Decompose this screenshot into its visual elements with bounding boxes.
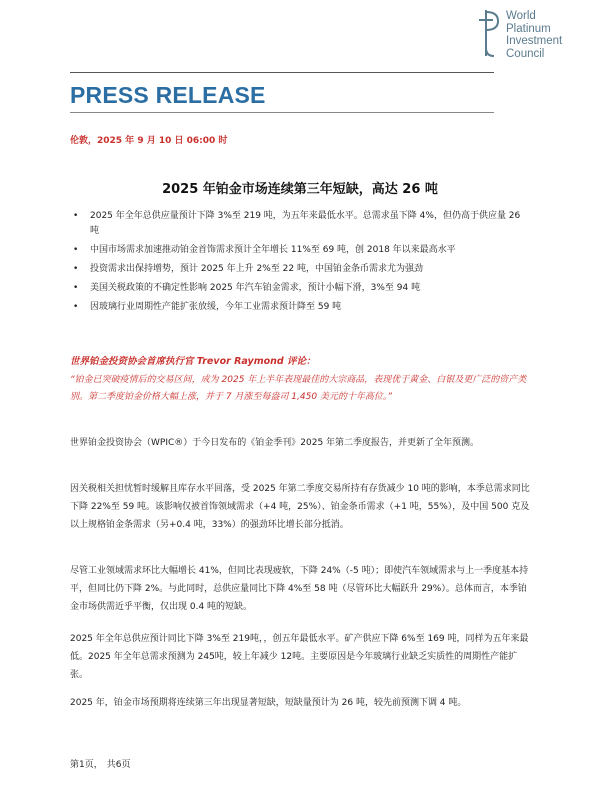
press-release-divider: [70, 112, 494, 113]
highlights-list: [70, 209, 530, 319]
page-number: 第1页，: [70, 760, 103, 770]
paragraph: 尽管工业领域需求环比大幅增长 41%，但同比表现疲软，下降 24%（-5 吨）；即使汽车领域需求与上一季度基本持平，但同比仍下降 2%。与此同时，总供应量同比下降 4%至 58 吨（尽管环比大幅跃升 29%）。总体而言，本季铂金市场供需近乎平衡，仅出现 0.4 吨的短缺。: [70, 566, 529, 612]
list-item: [70, 243, 530, 258]
logo-line: Council: [506, 47, 545, 60]
page-title: 2025 年铂金市场连续第三年短缺，高达 26 吨: [162, 182, 438, 197]
dateline: 伦敦，2025 年 9 月 10 日 06:00 时: [70, 136, 228, 146]
paragraph: 2025 年，铂金市场预期将连续第三年出现显著短缺，短缺量预计为 26 吨，较先前预测下调 4 吨。: [70, 698, 467, 708]
header-divider: [70, 72, 494, 73]
page-total: 共6页: [106, 760, 131, 770]
bullet-icon: •: [73, 245, 79, 255]
list-item-text: 因玻璃行业周期性产能扩张放缓，今年工业需求预计降至 59 吨: [90, 302, 342, 312]
list-item: [70, 262, 530, 277]
logo-line: Platinum: [506, 22, 551, 35]
bullet-icon: •: [73, 302, 79, 312]
list-item-text: 2025 年全年总供应量预计下降 3%至 219 吨，为五年来最低水平。总需求虽下降 4%，但仍高于供应量 26 吨: [90, 211, 521, 236]
wpic-pt-logo-icon: [476, 8, 504, 60]
ceo-quote: “铂金已突破疫情后的交易区间，成为 2025 年上半年表现最佳的大宗商品，表现优于黄金、白银及更广泛的资产类别。第二季度铂金价格大幅上涨，并于 7 月涨至每盎司 1,450 美元的十年高位。”: [70, 375, 527, 402]
list-item-text: 中国市场需求加速推动铂金首饰需求预计全年增长 11%至 69 吨，创 2018 年以来最高水平: [90, 245, 456, 255]
list-item-text: 美国关税政策的不确定性影响 2025 年汽车铂金需求，预计小幅下滑，3%至 94 吨: [90, 283, 421, 293]
logo-line: Investment: [506, 35, 563, 47]
bullet-icon: •: [73, 264, 79, 274]
list-item-text: 投资需求出保持增势，预计 2025 年上升 2%至 22 吨，中国铂金条币需求尤为强劲: [90, 264, 423, 274]
logo-line: World: [506, 10, 536, 22]
list-item: [70, 300, 530, 315]
logo-text: [506, 10, 562, 60]
list-item: [70, 209, 530, 239]
paragraph: 世界铂金投资协会（WPIC®）于今日发布的《铂金季刊》2025 年第二季度报告，并更新了全年预测。: [70, 438, 480, 448]
page-footer: [70, 757, 134, 770]
paragraph: 2025 年全年总供应预计同比下降 3%至 219吨，，创五年最低水平。矿产供应下降 6%至 169 吨，同样为五年来最低。2025 年全年总需求预测为 245吨，较上年减少 12吨。主要原因是今年玻璃行业缺乏实质性的周期性产能扩张。: [70, 634, 529, 680]
bullet-icon: •: [73, 211, 79, 221]
quote-heading: 世界铂金投资协会首席执行官 Trevor Raymond 评论：: [70, 356, 316, 367]
list-item: [70, 281, 530, 296]
wpic-logo: [476, 8, 596, 64]
bullet-icon: •: [73, 283, 79, 293]
press-release-heading: PRESS RELEASE: [70, 82, 266, 108]
paragraph: 因关税相关担忧暂时缓解且库存水平回落，受 2025 年第二季度交易所持有存货减少 10 吨的影响，本季总需求同比下降 22%至 59 吨。该影响仅被首饰领域需求（+4 吨，25%）、铂金条币需求（+1 吨，55%），及中国 500 克及以上规格铂金条需求（另+0.4 吨，33%）的强劲环比增长部分抵消。: [70, 484, 530, 530]
